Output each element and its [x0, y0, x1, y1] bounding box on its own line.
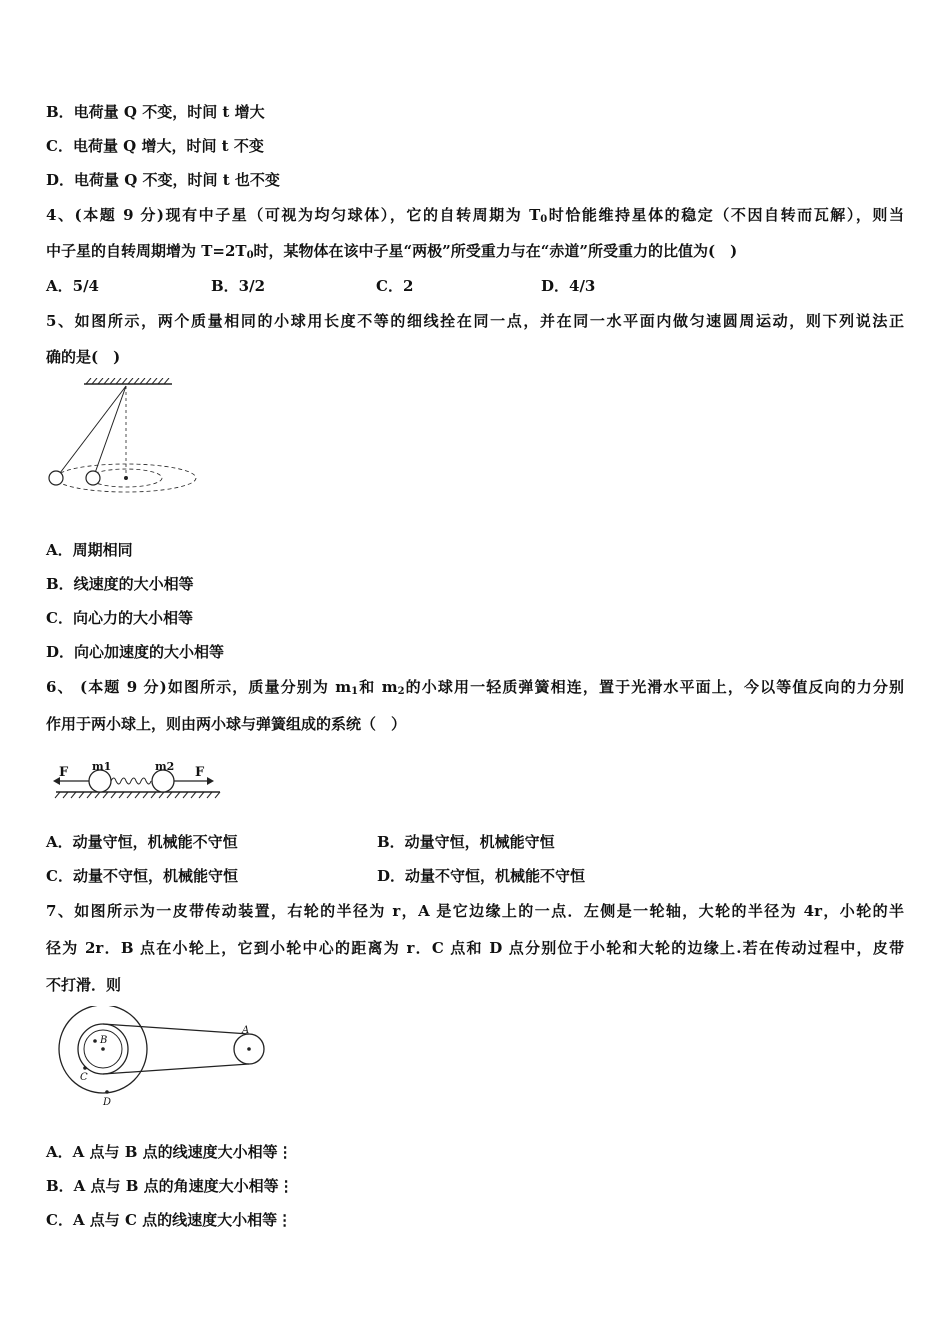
q7-stem-line1: 7、如图所示为一皮带传动装置，右轮的半径为 r，A 是它边缘上的一点．左侧是一轮轴，大轮的半径为 4r，小轮的半: [46, 902, 904, 920]
q6-option-b: B．动量守恒，机械能守恒: [377, 833, 555, 851]
belt-drive-figure: [52, 1006, 272, 1110]
point-d-label: D: [103, 1097, 112, 1108]
q5-option-a: A．周期相同: [46, 541, 133, 559]
force-right-label: F: [195, 765, 205, 780]
q5-option-d: D．向心加速度的大小相等: [46, 643, 225, 661]
q6-option-a: A．动量守恒，机械能不守恒: [46, 833, 238, 851]
q5-stem-line2: 确的是( ): [46, 348, 121, 366]
conical-pendulum-figure: [44, 378, 204, 498]
q6-stem-line2: 作用于两小球上，则由两小球与弹簧组成的系统（ ）: [46, 715, 407, 733]
q4-stem-line1: 4、(本题 9 分)现有中子星（可视为均匀球体），它的自转周期为 $T_0$时恰能维持星体的稳定（不因自转而瓦解），则当: [46, 206, 904, 225]
q7-stem-line3: 不打滑．则: [46, 976, 122, 994]
q7-option-c: C．A 点与 C 点的线速度大小相等⋮: [46, 1211, 293, 1229]
mass2-label: m2: [155, 760, 175, 773]
q3-option-d: D．电荷量 Q 不变，时间 t 也不变: [46, 171, 280, 189]
q4-stem-line2: 中子星的自转周期增为 $T=2T_0$时，某物体在该中子星“两极”所受重力与在“赤道”所受重力的比值为( ): [46, 242, 738, 261]
q3-option-b: B．电荷量 Q 不变，时间 t 增大: [46, 103, 265, 121]
q7-option-a: A．A 点与 B 点的线速度大小相等⋮: [46, 1143, 293, 1161]
q4-options: [46, 276, 706, 296]
mass1-label: m1: [92, 760, 112, 773]
q7-option-b: B．A 点与 B 点的角速度大小相等⋮: [46, 1177, 294, 1195]
q4-option-a: A．5/4: [46, 277, 99, 295]
q6-option-c: C．动量不守恒，机械能守恒: [46, 867, 238, 885]
q6-stem-line1: 6、 (本题 9 分)如图所示，质量分别为 $m_1$和 $m_2$的小球用一轻质弹簧相连，置于光滑水平面上，今以等值反向的力分别: [46, 678, 904, 697]
q5-option-b: B．线速度的大小相等: [46, 575, 194, 593]
q5-option-c: C．向心力的大小相等: [46, 609, 193, 627]
q5-stem-line1: 5、如图所示，两个质量相同的小球用长度不等的细线拴在同一点，并在同一水平面内做匀速圆周运动，则下列说法正: [46, 312, 904, 330]
q4-option-d: D．4/3: [541, 277, 596, 295]
point-b-label: B: [100, 1035, 108, 1046]
spring-masses-figure: [50, 758, 225, 808]
q7-stem-line2: 径为 2r．B 点在小轮上，它到小轮中心的距离为 r．C 点和 D 点分别位于小轮和大轮的边缘上.若在传动过程中，皮带: [46, 939, 904, 957]
force-left-label: F: [59, 765, 69, 780]
q4-option-b: B．3/2: [211, 277, 266, 295]
q3-option-c: C．电荷量 Q 增大，时间 t 不变: [46, 137, 264, 155]
point-a-label: A: [242, 1025, 250, 1036]
q6-option-d: D．动量不守恒，机械能不守恒: [377, 867, 586, 885]
q4-option-c: C．2: [376, 277, 414, 295]
point-c-label: C: [80, 1072, 88, 1083]
